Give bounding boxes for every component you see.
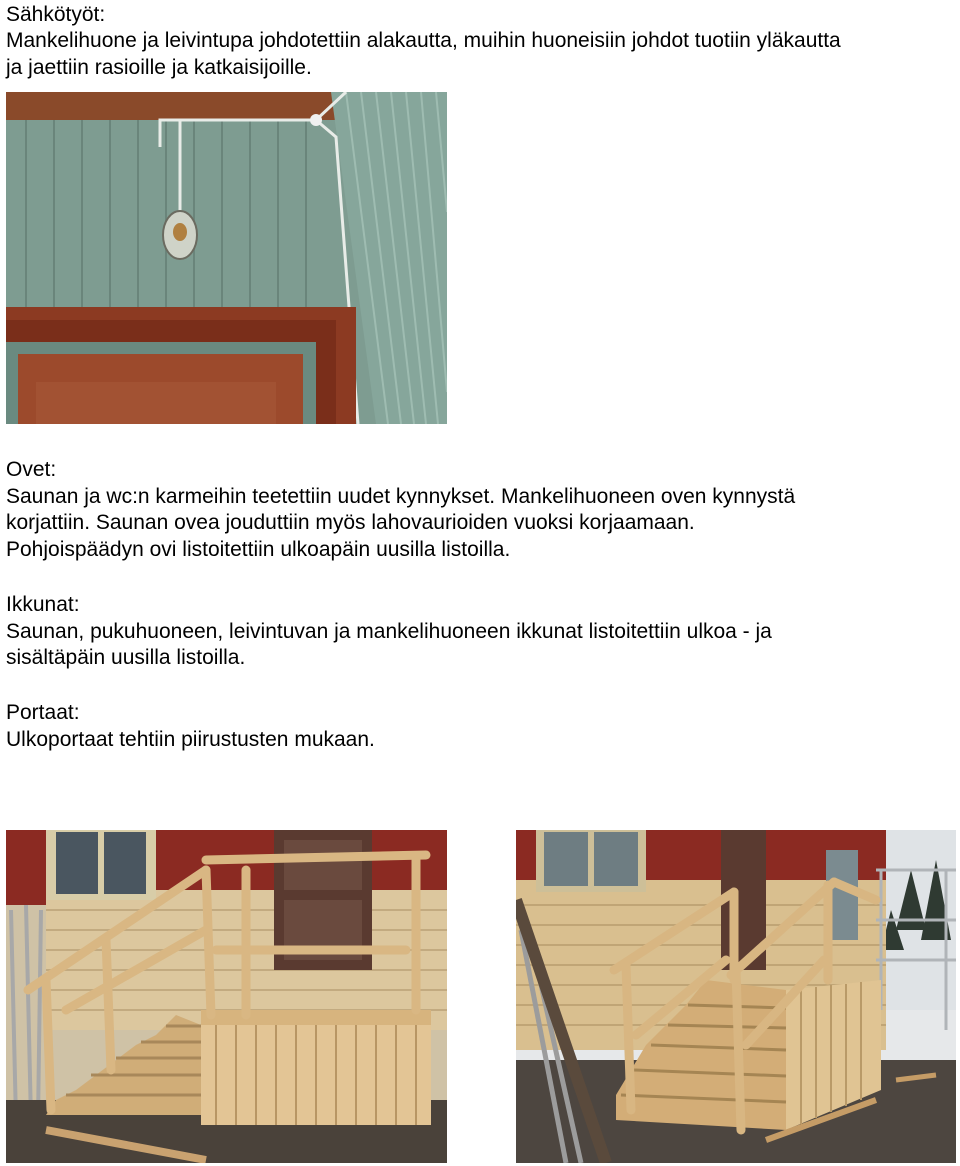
paragraph-line: Saunan, pukuhuoneen, leivintuvan ja mankelihuoneen ikkunat listoitettiin ulkoa - ja	[6, 620, 772, 643]
section-heading-doors: Ovet:	[6, 458, 57, 481]
section-heading-windows: Ikkunat:	[6, 593, 80, 616]
paragraph-line: sisältäpäin uusilla listoilla.	[6, 646, 246, 669]
paragraph-line: Ulkoportaat tehtiin piirustusten mukaan.	[6, 728, 375, 751]
section-heading-stairs: Portaat:	[6, 701, 80, 724]
photo-stairs-side	[516, 830, 956, 1163]
photo-wall-light-fixture	[6, 92, 447, 424]
photo-stairs-front	[6, 830, 447, 1163]
paragraph-line: Saunan ja wc:n karmeihin teetettiin uudet kynnykset. Mankelihuoneen oven kynnystä	[6, 485, 796, 508]
paragraph-line: Mankelihuone ja leivintupa johdotettiin alakautta, muihin huoneisiin johdot tuotiin yläkautta	[6, 29, 841, 52]
paragraph-line: Pohjoispäädyn ovi listoitettiin ulkoapäin uusilla listoilla.	[6, 538, 511, 561]
section-heading-electrical: Sähkötyöt:	[6, 3, 106, 26]
paragraph-line: ja jaettiin rasioille ja katkaisijoille.	[6, 56, 312, 79]
paragraph-line: korjattiin. Saunan ovea jouduttiin myös lahovaurioiden vuoksi korjaamaan.	[6, 511, 695, 534]
